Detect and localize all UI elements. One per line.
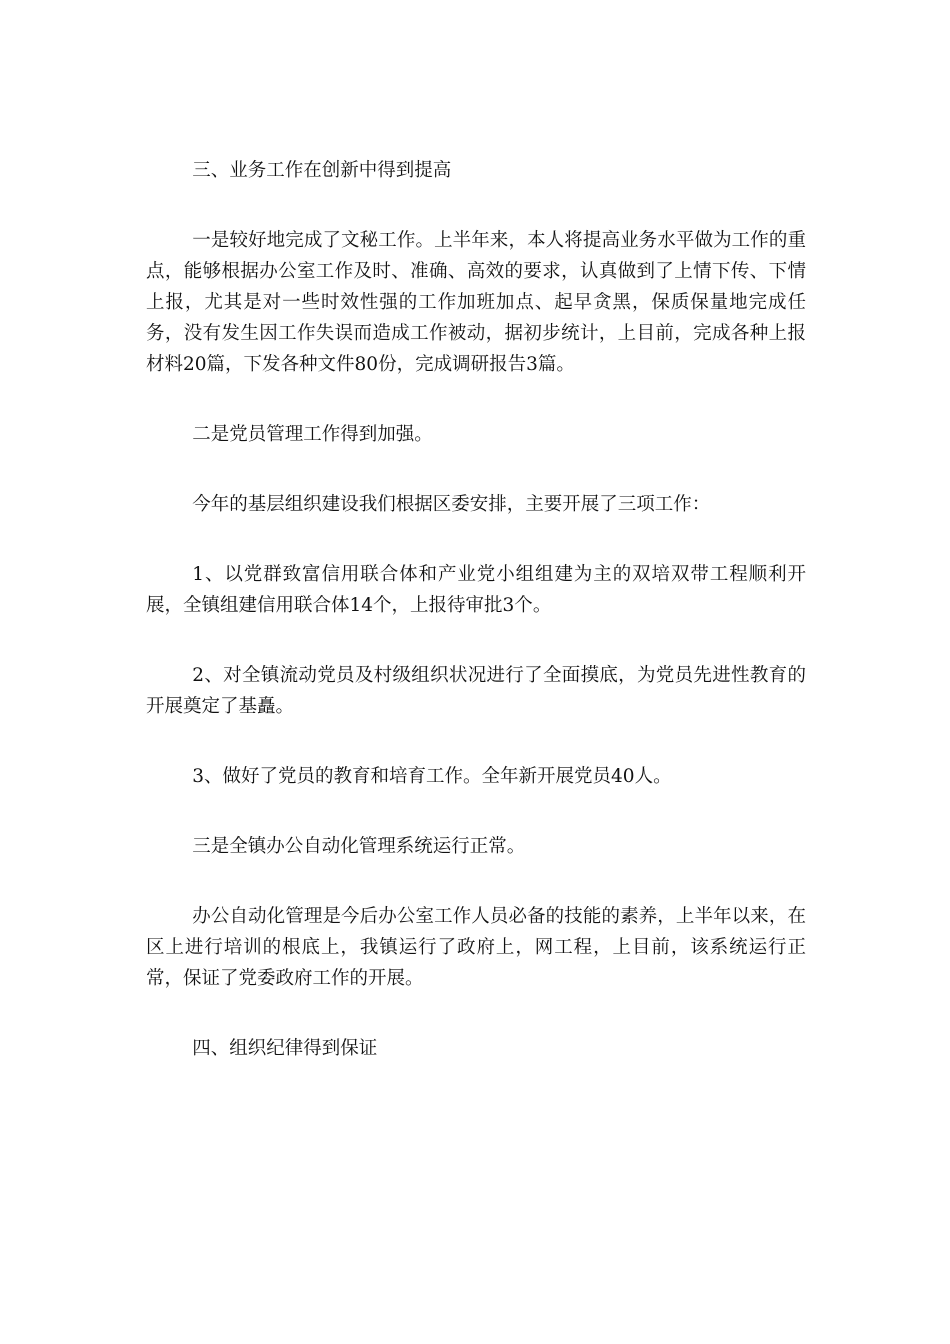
list-item-3: 3、做好了党员的教育和培育工作。全年新开展党员40人。 [192,766,672,787]
paragraph-secretarial-work: 一是较好地完成了文秘工作。上半年来，本人将提高业务水平做为工作的重点，能够根据办公室工作及时、准确、高效的要求，认真做到了上情下传、下情上报，尤其是对一些时效性强的工作加班加点、起早贪黑，保质保量地完成任务，没有发生因工作失误而造成工作被动，据初步统计，上目前，完成各种上报材料20篇，下发各种文件80份，完成调研报告3篇。 [146,230,806,375]
paragraph-grassroots-organization: 今年的基层组织建设我们根据区委安排，主要开展了三项工作： [192,494,711,515]
section-heading-business-work: 三、业务工作在创新中得到提高 [192,160,452,181]
subheading-party-member-management: 二是党员管理工作得到加强。 [192,424,433,445]
paragraph-office-automation: 办公自动化管理是今后办公室工作人员必备的技能的素养，上半年以来，在区上进行培训的根底上，我镇运行了政府上，网工程，上目前，该系统运行正常，保证了党委政府工作的开展。 [146,906,806,989]
list-item-1: 1、以党群致富信用联合体和产业党小组组建为主的双培双带工程顺利开展，全镇组建信用联合体14个，上报待审批3个。 [146,564,806,616]
document-body [146,155,806,1103]
subheading-office-automation: 三是全镇办公自动化管理系统运行正常。 [192,836,526,857]
list-item-2: 2、对全镇流动党员及村级组织状况进行了全面摸底，为党员先进性教育的开展奠定了基矗。 [146,665,806,717]
section-heading-discipline: 四、组织纪律得到保证 [192,1038,378,1059]
